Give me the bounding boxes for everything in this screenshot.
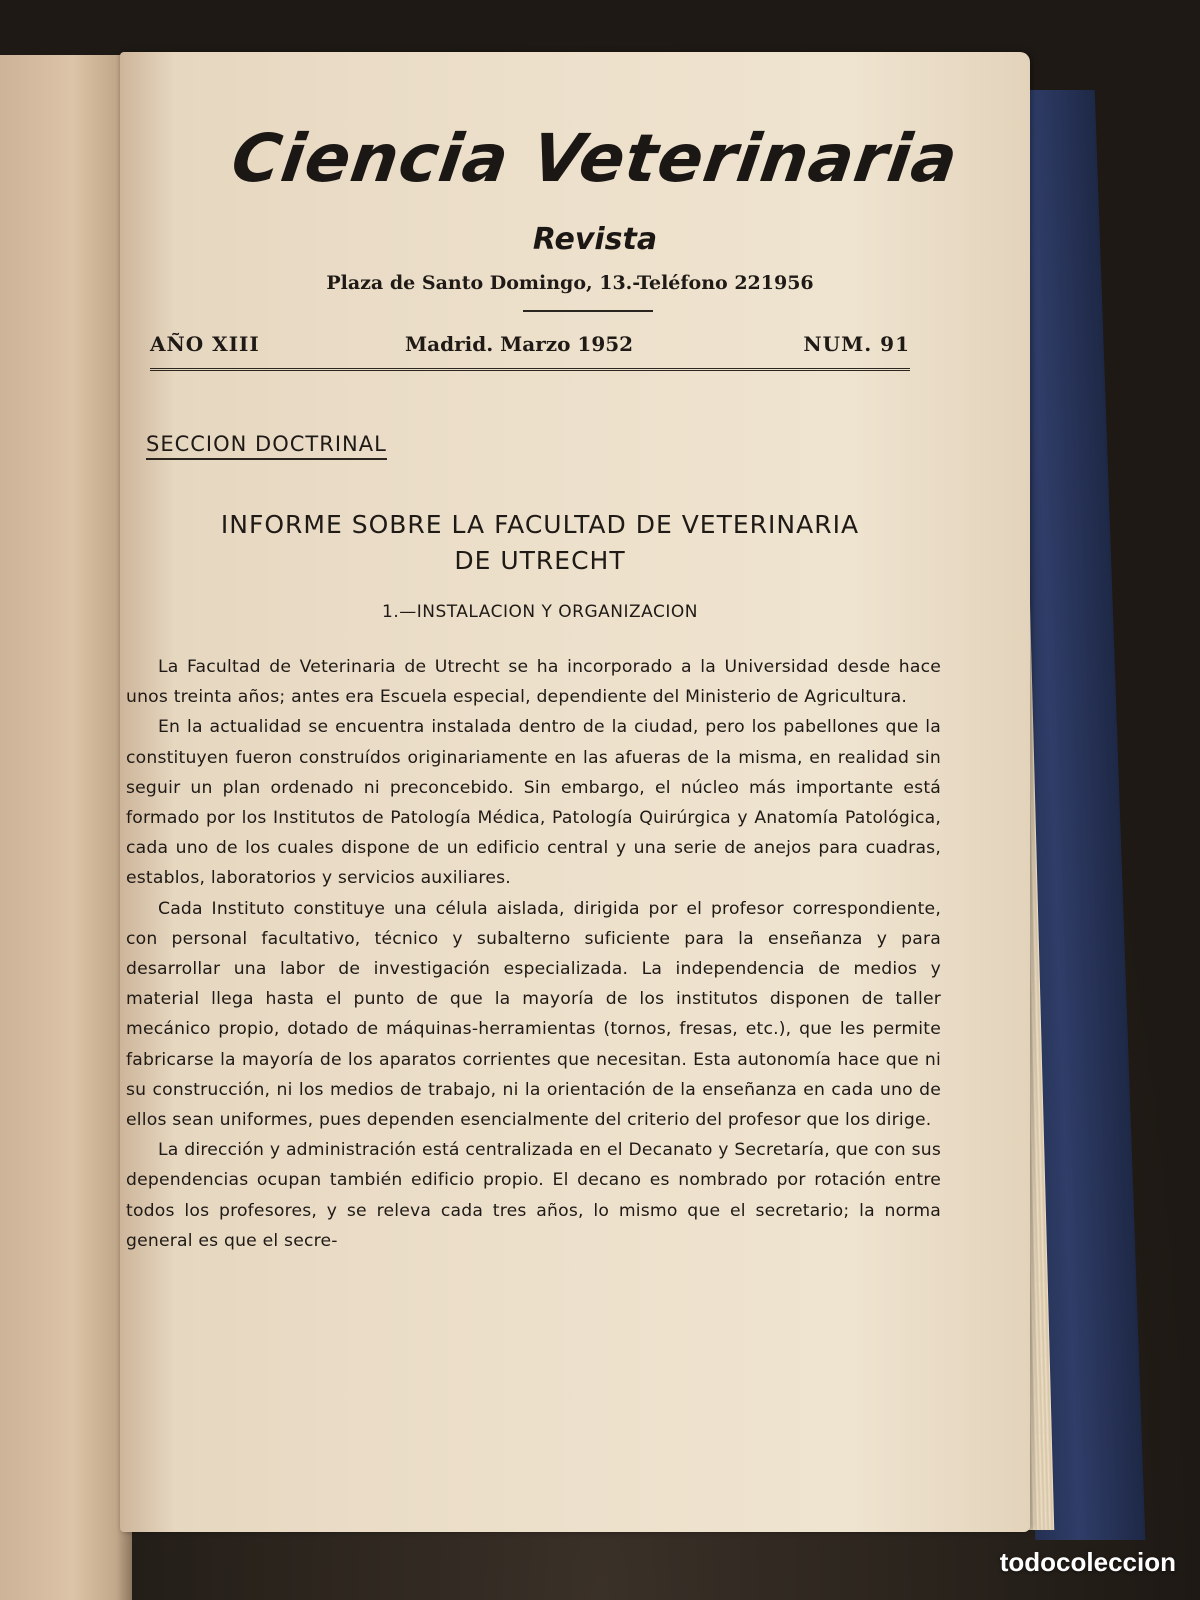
masthead-address: Plaza de Santo Domingo, 13.-Teléfono 221956 (326, 272, 814, 294)
paragraph: La dirección y administración está centralizada en el Decanato y Secretaría, que con sus dependencias ocupan también edificio propio. El decano es nombrado por rotación entre todos los profesores, y se releva cada tres años, lo mismo que el secretario; la norma general es que el secre- (126, 1140, 941, 1251)
watermark: todocoleccion (999, 1547, 1176, 1577)
article-body (126, 652, 941, 1256)
masthead-title: Ciencia Veterinaria (227, 120, 963, 197)
journal-page (120, 52, 1030, 1532)
article-title (140, 507, 940, 579)
issue-info-row (150, 332, 910, 371)
paragraph: En la actualidad se encuentra instalada dentro de la ciudad, pero los pabellones que la constituyen fueron construídos originariamente en las afueras de la misma, en realidad sin seguir un plan ordenado ni preconcebido. Sin embargo, el núcleo más importante está formado por los Institutos de Patología Médica, Patología Quirúrgica y Anatomía Patológica, cada uno de los cuales dispone de un edificio central y una serie de anejos para cuadras, establos, laboratorios y servicios auxiliares. (126, 717, 941, 889)
issue-date: Madrid. Marzo 1952 (405, 332, 634, 356)
paragraph: Cada Instituto constituye una célula aislada, dirigida por el profesor correspondiente, con personal facultativo, técnico y subalterno suficiente para la enseñanza y para desarrollar una labor de investigación especializada. La independencia de medios y material llega hasta el punto de que la mayoría de los institutos disponen de taller mecánico propio, dotado de máquinas-herramientas (tornos, fresas, etc.), que les permite fabricarse la mayoría de los aparatos corrientes que necesitan. Esta autonomía hace que ni su construcción, ni los medios de trabajo, ni la orientación de la enseñanza en cada uno de ellos sean uniformes, pues dependen esencialmente del criterio del profesor que los dirige. (126, 898, 941, 1131)
left-page (0, 55, 132, 1600)
masthead-subtitle: Revista (532, 222, 658, 257)
article-title-line-2: DE UTRECHT (454, 546, 626, 575)
issue-number: NUM. 91 (803, 332, 910, 356)
article-subheading: 1.—INSTALACION Y ORGANIZACION (382, 602, 698, 622)
article-title-line-1: INFORME SOBRE LA FACULTAD DE VETERINARIA (220, 510, 860, 539)
issue-year: AÑO XIII (150, 332, 260, 356)
address-rule (523, 310, 653, 312)
paragraph: La Facultad de Veterinaria de Utrecht se ha incorporado a la Universidad desde hace unos treinta años; antes era Escuela especial, dependiente del Ministerio de Agricultura. (126, 657, 941, 708)
section-heading: SECCION DOCTRINAL (146, 432, 387, 460)
